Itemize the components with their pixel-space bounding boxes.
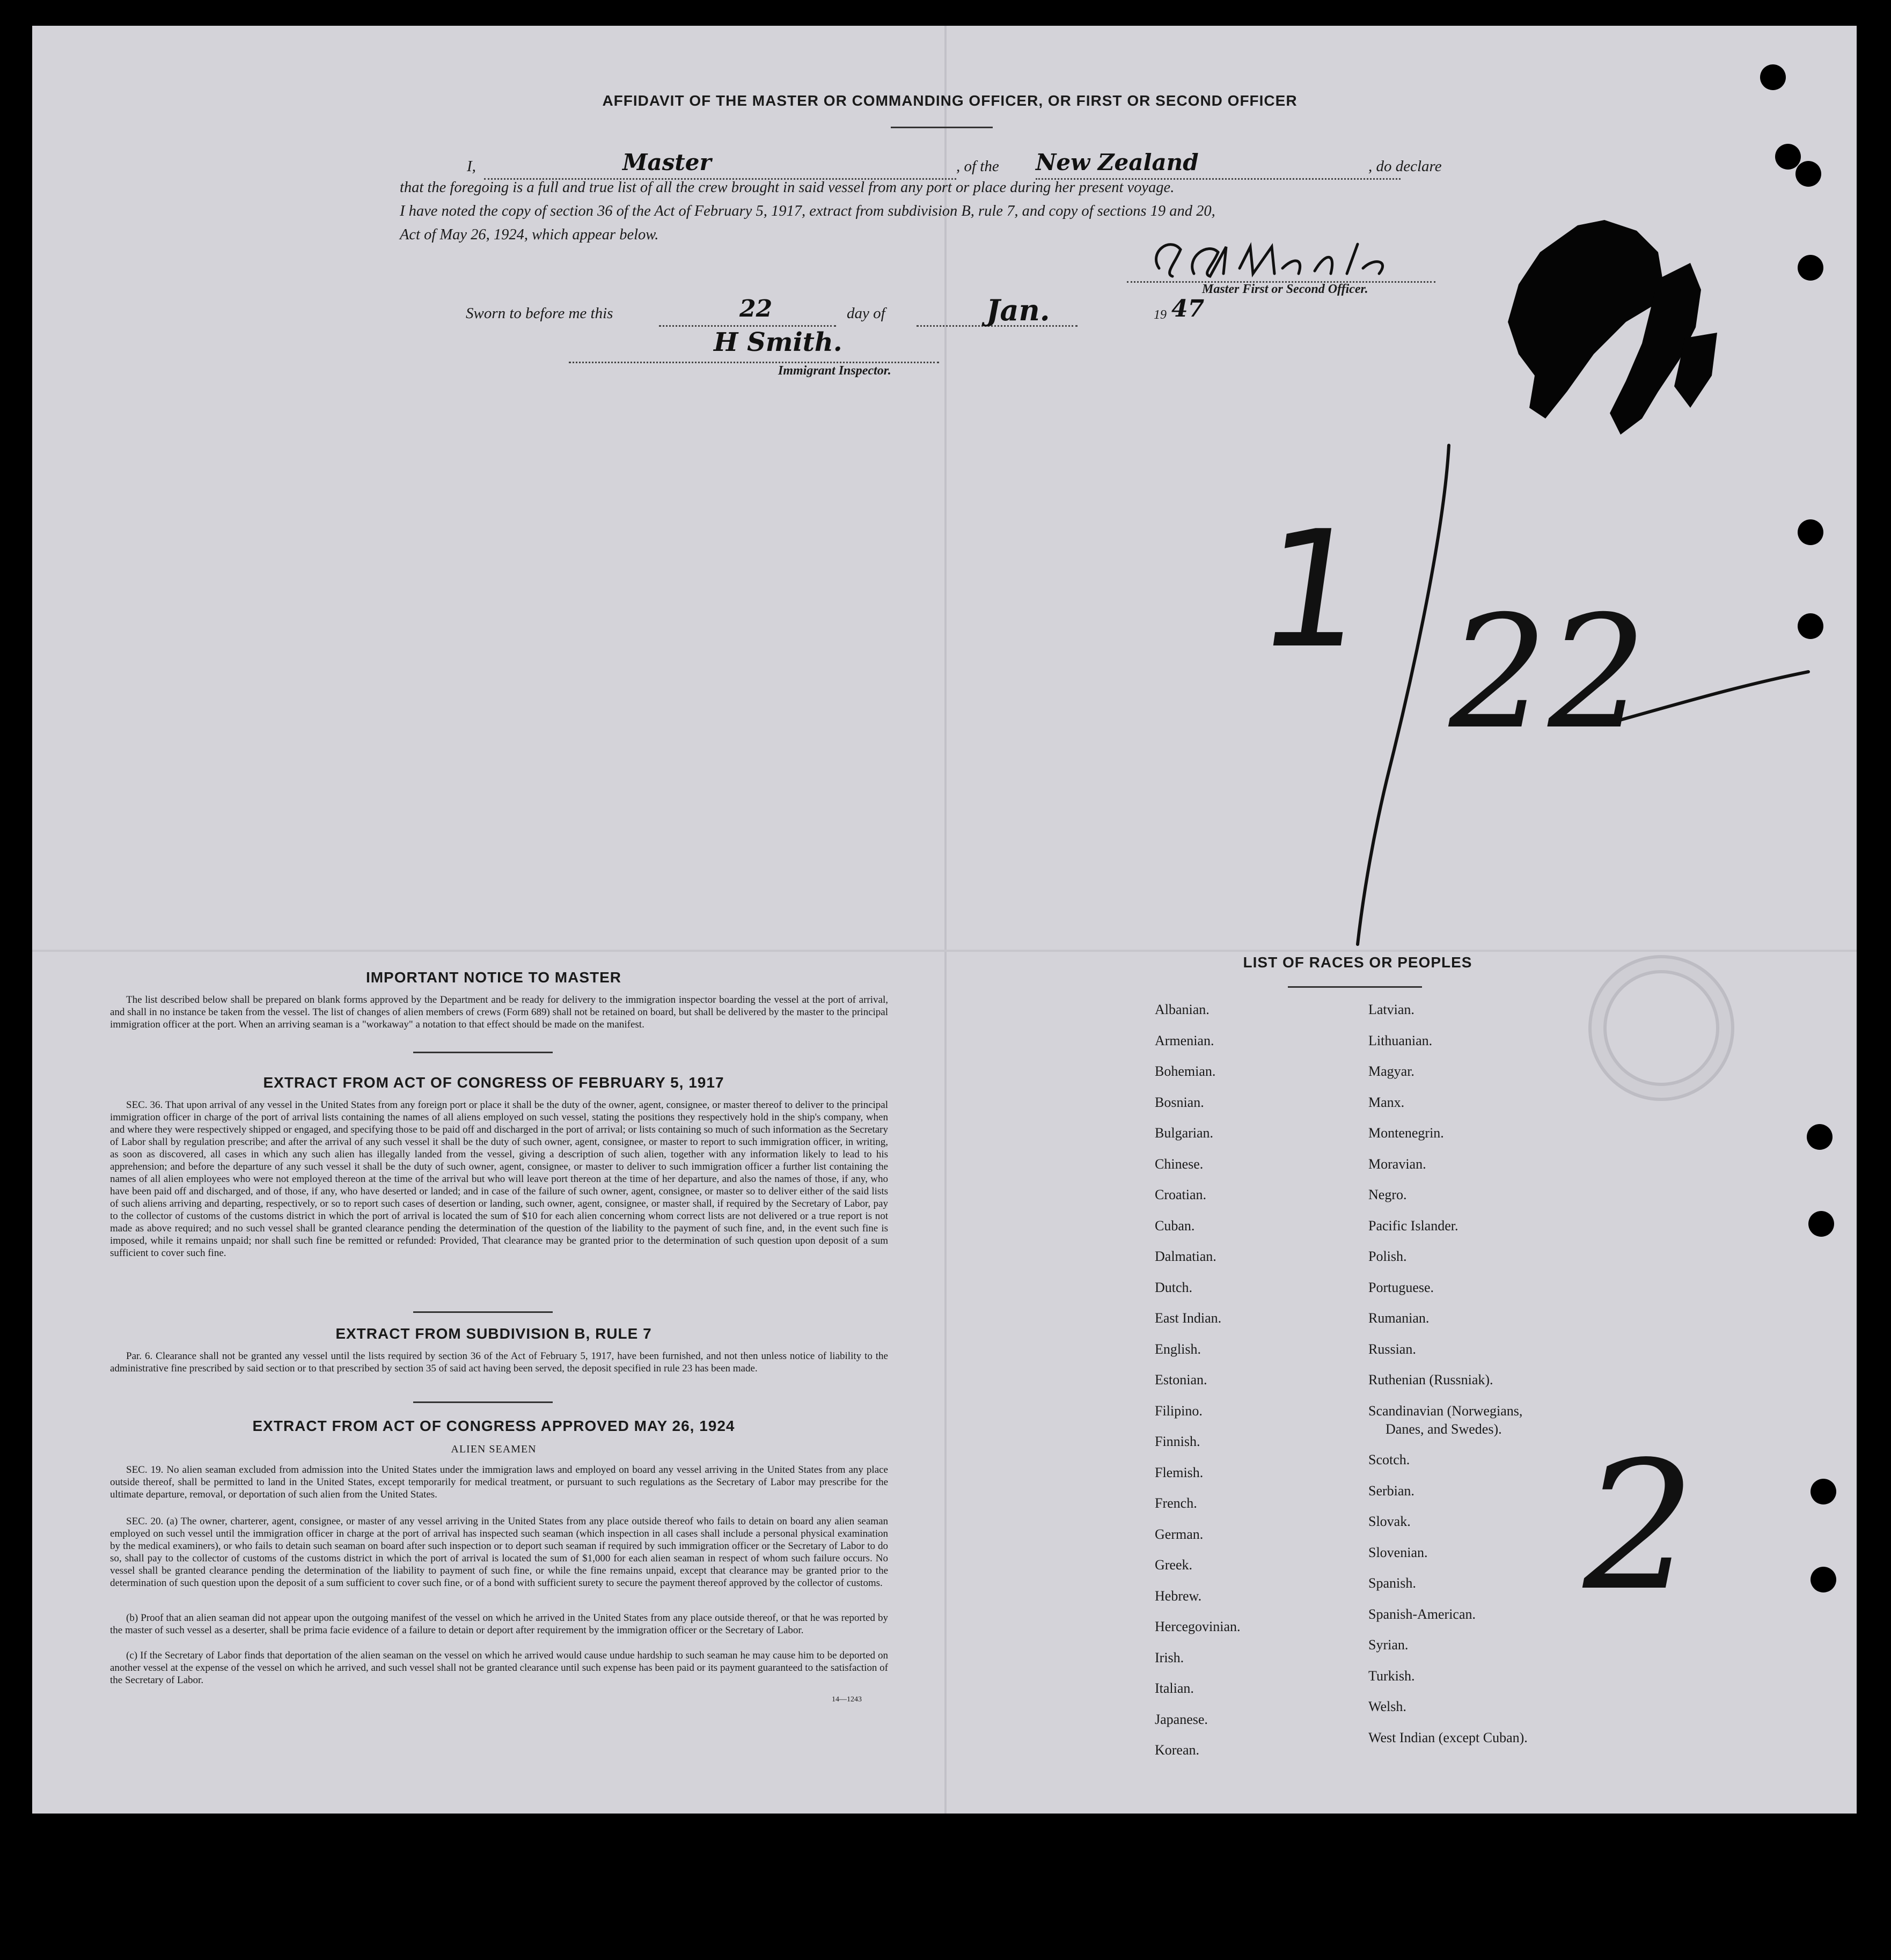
punch-hole [1811, 1567, 1836, 1592]
race-item: Croatian. [1155, 1187, 1207, 1202]
punch-hole [1798, 613, 1823, 639]
punch-hole [1811, 1479, 1836, 1504]
race-item: French. [1155, 1495, 1197, 1511]
label-sworn: Sworn to before me this [466, 305, 613, 322]
rule7-title: EXTRACT FROM SUBDIVISION B, RULE 7 [335, 1325, 652, 1342]
label-year: 19 [1154, 308, 1167, 322]
race-item: Ruthenian (Russniak). [1368, 1372, 1493, 1388]
race-item: English. [1155, 1341, 1201, 1357]
punch-hole [1798, 519, 1823, 545]
sec20c-body: (c) If the Secretary of Labor finds that deportation of the alien seaman on the vessel on which he arrived would cause undue hardship to such seaman he may cause him to be deported on another vessel at the expense of the vessel on which he arrived, and such vessel shall not be granted clearance until such expense has been paid or its payment guaranteed to the satisfaction of the Secretary of Labor. [110, 1650, 888, 1686]
extract-1924-subtitle: ALIEN SEAMEN [451, 1443, 537, 1455]
affidavit-title: AFFIDAVIT OF THE MASTER OR COMMANDING OFFICER, OR FIRST OR SECOND OFFICER [602, 92, 1298, 109]
punch-hole [1775, 144, 1801, 170]
race-item: Polish. [1368, 1249, 1407, 1264]
sworn-day: 22 [739, 295, 773, 322]
races-column-1 [1155, 994, 1348, 1766]
race-item: Slovenian. [1368, 1544, 1428, 1560]
races-rule [1288, 986, 1422, 988]
redaction-blot [1497, 215, 1723, 440]
sec19-body: SEC. 19. No alien seaman excluded from admission into the United States under the immigration laws and employed on board any vessel arriving in the United States from any place outside thereof, shall be permitted to land in the United States, except temporarily for medical treatment, or pursuant to such regulations as the Secretary of Labor may prescribe for the ultimate departure, removal, or deportation of such alien from the United States. [110, 1464, 888, 1500]
inspector-caption: Immigrant Inspector. [778, 364, 891, 378]
races-title: LIST OF RACES OR PEOPLES [1243, 954, 1472, 971]
notice-title: IMPORTANT NOTICE TO MASTER [365, 969, 622, 986]
race-item: West Indian (except Cuban). [1368, 1729, 1528, 1745]
race-item: Estonian. [1155, 1372, 1207, 1388]
race-item: Dalmatian. [1155, 1249, 1216, 1264]
fold-crease-horizontal [32, 950, 1857, 952]
race-item: Armenian. [1155, 1032, 1214, 1048]
race-item: Russian. [1368, 1341, 1416, 1357]
race-item: Greek. [1155, 1557, 1193, 1573]
sworn-month: Jan. [986, 293, 1050, 327]
extract-1924-title: EXTRACT FROM ACT OF CONGRESS APPROVED MAY 26, 1924 [252, 1418, 735, 1434]
race-item: Flemish. [1155, 1464, 1204, 1480]
officer-caption: Master First or Second Officer. [1202, 282, 1368, 296]
race-item: Spanish-American. [1368, 1606, 1476, 1622]
race-item: East Indian. [1155, 1310, 1222, 1326]
punch-hole [1807, 1124, 1833, 1150]
race-item: Hebrew. [1155, 1588, 1202, 1604]
races-column-2 [1368, 994, 1637, 1753]
race-item: Spanish. [1368, 1575, 1416, 1591]
extract-1917-rule [413, 1311, 553, 1313]
rule7-body: Par. 6. Clearance shall not be granted any vessel until the lists required by section 36 of the Act of February 5, 1917, have been furnished, and not then unless notice of liability to the administrative fine prescribed by said section or to that prescribed by section 35 of said act having been served, the deposit specified in rule 23 has been made. [110, 1350, 888, 1374]
sworn-year: 47 [1171, 295, 1205, 322]
race-item: Syrian. [1368, 1637, 1409, 1653]
fraction-underline [1599, 665, 1814, 730]
race-item: Korean. [1155, 1742, 1200, 1758]
extract-1917-title: EXTRACT FROM ACT OF CONGRESS OF FEBRUARY 5, 1917 [263, 1074, 724, 1091]
race-item: Chinese. [1155, 1156, 1204, 1172]
vessel-name: New Zealand [1036, 149, 1199, 175]
label-of-the: , of the [956, 158, 999, 175]
punch-hole [1760, 64, 1786, 90]
race-item: Welsh. [1368, 1699, 1406, 1714]
extract-1917-body: SEC. 36. That upon arrival of any vessel in the United States from any foreign port or place it shall be the duty of the owner, agent, consignee, or master thereof to deliver to the principal immigration officer in charge of the port of arrival lists containing the names of all aliens employed on such vessel, stating the positions they respectively hold in the ship's company, when and where they were respectively shipped or engaged, and specifying those to be paid off and discharged in the port of arrival; or lists containing so much of such information as the Secretary of Labor shall by regulation prescribe; and after the arrival of any such vessel it shall be the duty of such owner, agent, consignee, or master to report to such immigration officer, in writing, as soon as discovered, all cases in which any such alien has illegally landed from the vessel, giving a description of such alien, together with any information likely to lead to his apprehension; and before the departure of any such vessel it shall be the duty of such owner, agent, consignee, or master to deliver to such immigration officer a further list containing the names of all alien employees who were not employed thereon at the time of the arrival but who will leave port thereon at the time of her departure, and also the names of those, if any, who have been paid off and discharged, and of those, if any, who have deserted or landed; and in case of the failure of such owner, agent, consignee, or master so to deliver either of the said lists of such aliens arriving and departing, respectively, or so to report such cases of desertion or landing, such owner, agent, consignee, or master shall, if required by the Secretary of Labor, pay to the collector of customs of the customs district in which the port of arrival is located the sum of $10 for each alien concerning whom correct lists are not delivered or a true report is not made as above required; and no such vessel shall be granted clearance pending the determination of the question of the liability to the payment of such fine, and, in the event such fine is imposed, while it remains unpaid; nor shall such fine be remitted or refunded: Provided, That clearance may be granted prior to the determination of such question upon deposit of a sum sufficient to cover such fine. [110, 1099, 888, 1259]
race-item: Albanian. [1155, 1002, 1210, 1017]
label-day-of: day of [847, 305, 885, 322]
race-item: Irish. [1155, 1649, 1184, 1665]
inspector-signature-line [569, 362, 939, 363]
race-item: Dutch. [1155, 1279, 1193, 1295]
race-item: Cuban. [1155, 1217, 1195, 1234]
race-item: Manx. [1368, 1094, 1405, 1110]
punch-hole [1798, 255, 1823, 281]
form-number: 14—1243 [832, 1695, 862, 1704]
page-mark: 2 [1583, 1423, 1696, 1629]
race-item: Lithuanian. [1368, 1032, 1433, 1048]
race-item: Slovak. [1368, 1514, 1411, 1529]
race-item: Japanese. [1155, 1711, 1208, 1727]
master-signature [1143, 236, 1411, 284]
declarant-name: Master [622, 149, 712, 175]
race-item: Scandinavian (Norwegians, [1368, 1403, 1523, 1419]
race-item: Rumanian. [1368, 1310, 1430, 1326]
race-item: Hercegovinian. [1155, 1619, 1241, 1634]
race-item: Serbian. [1368, 1482, 1414, 1499]
fraction-denominator: 22 [1449, 583, 1647, 764]
race-item: Finnish. [1155, 1434, 1200, 1449]
race-item: Italian. [1155, 1680, 1194, 1696]
punch-hole [1808, 1211, 1834, 1237]
race-item: Magyar. [1368, 1063, 1414, 1079]
sec20a-body: SEC. 20. (a) The owner, charterer, agent, consignee, or master of any vessel arriving in the United States from any place outside thereof who fails to detain on board any alien seaman employed on such vessel until the immigration officer in charge at the port of arrival has inspected such seaman (which inspection in all cases shall include a personal physical examination by the medical examiners), or who fails to detain such seaman on board after such inspection or to deport such seaman if required by such immigration officer or the Secretary of Labor to do so, shall pay to the collector of customs of the customs district in which the port of arrival is located the sum of $1,000 for each alien seaman in respect of whom such failure occurs. No vessel shall be granted clearance pending the determination of the liability to payment of such fine, or while the fine remains unpaid, except that clearance may be granted prior to the determination of such question upon the deposit of a sum sufficient to cover such fine, or of a bond with sufficient surety to secure the payment thereof approved by the collector of customs. [110, 1516, 888, 1589]
rule7-rule [413, 1401, 553, 1403]
label-do-declare: , do declare [1368, 158, 1442, 175]
race-item: German. [1155, 1526, 1204, 1542]
title-rule [891, 127, 993, 128]
notice-body: The list described below shall be prepared on blank forms approved by the Department and be ready for delivery to the immigration inspector boarding the vessel at the port of arrival, and shall in no instance be taken from the vessel. The list of changes of alien members of crews (Form 689) shall not be retained on board, but shall be delivered by the master to the principal immigration officer at the port. When an arriving seaman is a "workaway" a notation to that effect should be made on the manifest. [110, 994, 888, 1030]
race-item-wrapped [1368, 1396, 1637, 1445]
race-item: Bosnian. [1155, 1094, 1204, 1110]
race-item: Bulgarian. [1155, 1125, 1214, 1141]
race-item: Scotch. [1368, 1452, 1410, 1467]
sec20b-body: (b) Proof that an alien seaman did not appear upon the outgoing manifest of the vessel on which he arrived in the United States from any place outside thereof, or that he was reported by the master of such vessel as a deserter, shall be prima facie evidence of a failure to detain or deport after requirement by the immigration officer or the Secretary of Labor. [110, 1612, 888, 1636]
race-item: Pacific Islander. [1368, 1217, 1458, 1234]
fraction-slash [1309, 435, 1460, 950]
race-item: Danes, and Swedes). [1386, 1421, 1502, 1437]
affidavit-line3: I have noted the copy of section 36 of the Act of February 5, 1917, extract from subdivision B, rule 7, and copy of sections 19 and 20, [400, 203, 1215, 219]
race-item: Moravian. [1368, 1156, 1426, 1172]
punch-hole [1795, 161, 1821, 187]
affidavit-line2: that the foregoing is a full and true list of all the crew brought in said vessel from any port or place during her present voyage. [400, 179, 1175, 196]
inspector-signature: H Smith. [714, 327, 842, 357]
race-item: Negro. [1368, 1187, 1407, 1202]
race-item: Filipino. [1155, 1403, 1203, 1419]
race-item: Portuguese. [1368, 1279, 1434, 1295]
notice-rule [413, 1052, 553, 1053]
race-item: Bohemian. [1155, 1063, 1216, 1079]
label-i: I, [467, 158, 476, 175]
race-item: Turkish. [1368, 1668, 1415, 1684]
day-line [659, 325, 836, 327]
fraction-numerator: 1 [1248, 496, 1377, 684]
race-item: Latvian. [1368, 1002, 1414, 1017]
sworn-line [466, 293, 1238, 341]
fold-crease-vertical [944, 26, 947, 1814]
affidavit-line4: Act of May 26, 1924, which appear below. [400, 226, 659, 243]
race-item: Montenegrin. [1368, 1125, 1444, 1141]
